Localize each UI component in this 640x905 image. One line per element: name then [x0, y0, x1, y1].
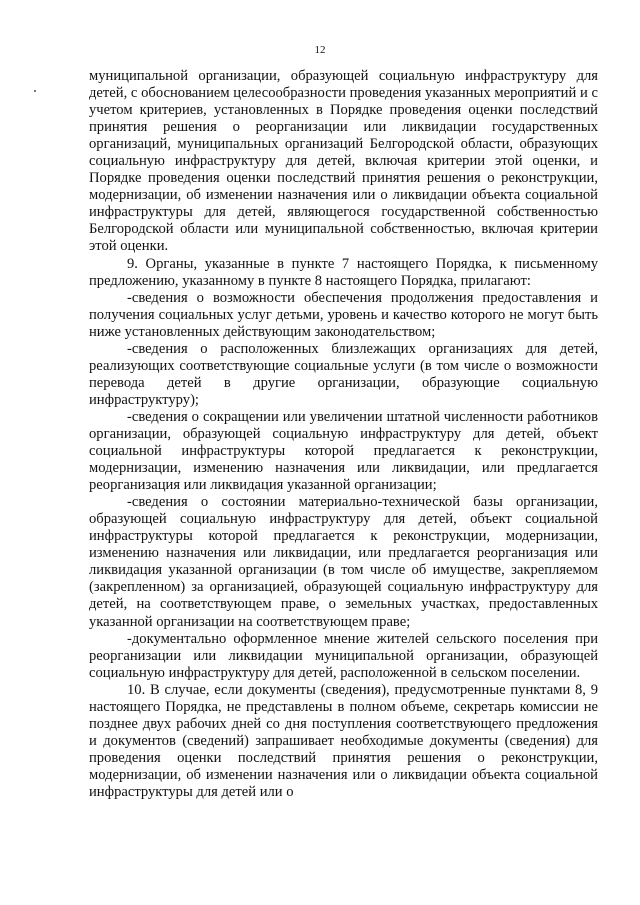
paragraph-item-9: 9. Органы, указанные в пункте 7 настоящего Порядка, к письменному предложению, указанному в пункте 8 настоящего Порядка, прилагают: [89, 255, 598, 289]
paragraph-continuation: муниципальной организации, образующей социальную инфраструктуру для детей, с обоснованием целесообразности проведения указанных мероприятий и с учетом критериев, установленных в Порядке проведения оценки последствий принятия решения о реорганизации или ликвидации государственных организаций, муниципальных организаций Белгородской области, образующих социальную инфраструктуру для детей, включая критерии этой оценки, и Порядке проведения оценки последствий принятия решения о реконструкции, модернизации, об изменении назначения или о ликвидации объекта социальной инфраструктуры для детей, являющегося государственной собственностью Белгородской области или муниципальной собственностью, включая критерии этой оценки. [89, 68, 598, 255]
document-body [89, 68, 598, 801]
margin-mark [34, 90, 36, 92]
page-number: 12 [314, 44, 326, 56]
list-item-nearby-organizations: -сведения о расположенных близлежащих организациях для детей, реализующих соответствующие социальные услуги (в том числе о возможности перевода детей в другие организации, образующие социальную инфраструктуру); [89, 340, 598, 408]
list-item-staff-changes: -сведения о сокращении или увеличении штатной численности работников организации, образующей социальную инфраструктуру для детей, объект социальной инфраструктуры которой предлагается к реконструкции, модернизации, изменению назначения или ликвидации, или предлагается реорганизация или ликвидация указанной организации; [89, 408, 598, 494]
list-item-social-services: -сведения о возможности обеспечения продолжения предоставления и получения социальных услуг детьми, уровень и качество которого не могут быть ниже установленных действующим законодательством; [89, 289, 598, 340]
paragraph-item-10: 10. В случае, если документы (сведения), предусмотренные пунктами 8, 9 настоящего Порядка, не представлены в полном объеме, секретарь комиссии не позднее двух рабочих дней со дня поступления соответствующего предложения и документов (сведений) запрашивает необходимые документы (сведения) для проведения оценки последствий принятия решения о реконструкции, модернизации, об изменении назначения или о ликвидации объекта социальной инфраструктуры для детей или о [89, 681, 598, 800]
list-item-residents-opinion: -документально оформленное мнение жителей сельского поселения при реорганизации или ликвидации муниципальной организации, образующей социальную инфраструктуру для детей, расположенной в сельском поселении. [89, 630, 598, 681]
list-item-material-base: -сведения о состоянии материально-технической базы организации, образующей социальную инфраструктуру для детей, объект социальной инфраструктуры которой предлагается к реконструкции, модернизации, изменению назначения или ликвидации, или предлагается реорганизация или ликвидация указанной организации (в том числе об имуществе, закрепляемом (закрепленном) за организацией, образующей социальную инфраструктуру для детей, на соответствующем праве, о земельных участках, предоставленных указанной организации на соответствующем праве; [89, 494, 598, 630]
